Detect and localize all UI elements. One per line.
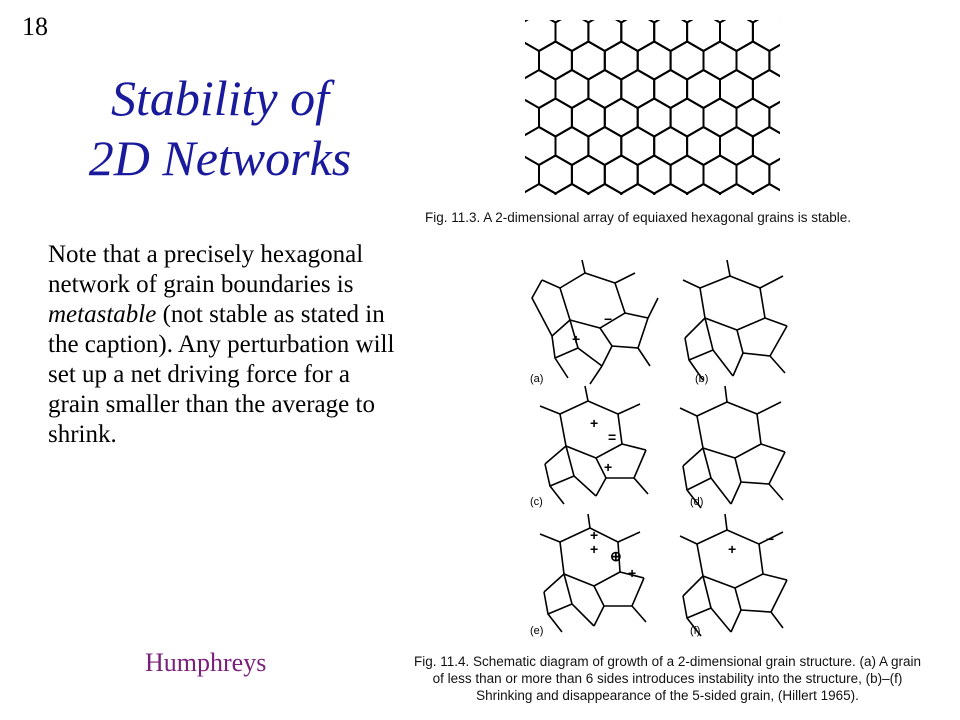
- hex-grain: [556, 184, 589, 195]
- fig-11-3-caption: Fig. 11.3. A 2-dimensional array of equiaxed hexagonal grains is stable.: [425, 210, 852, 225]
- hex-grain: [654, 184, 687, 195]
- hex-grain: [720, 20, 753, 51]
- hex-grain: [525, 70, 556, 108]
- note-text-2: (not stable as stated in the caption). Any perturbation will set up a net driving force for a grain smaller than the average to shrink.: [48, 301, 395, 448]
- hex-grain: [588, 20, 621, 51]
- sign-c-eq: =: [608, 429, 617, 445]
- panel-label-e: (e): [530, 625, 544, 637]
- note-text-1: Note that a precisely hexagonal network of grain boundaries is: [48, 241, 364, 298]
- hex-grain: [753, 70, 780, 108]
- fig-11-4-caption-line-1: Fig. 11.4. Schematic diagram of growth of a 2-dimensional grain structure. (a) A grain: [414, 654, 921, 669]
- hex-grain: [654, 20, 687, 51]
- sign-f-minus: −: [766, 531, 775, 547]
- slide-number: 18: [22, 12, 48, 41]
- fig-11-4-caption: [380, 653, 955, 704]
- panel-label-a: (a): [530, 373, 544, 385]
- hex-grain: [687, 20, 720, 51]
- sign-c-plus1: +: [590, 415, 599, 431]
- sign-e-plus1: +: [590, 527, 599, 543]
- panel-label-f: (f): [690, 625, 701, 637]
- hex-grain: [720, 184, 753, 195]
- title-line-2: 2D Networks: [88, 130, 352, 186]
- panel-d-drawing: [680, 386, 785, 508]
- title-line-1: Stability of: [110, 70, 330, 126]
- grain-growth-panels-figure: [530, 258, 790, 643]
- hex-grain: [753, 127, 780, 165]
- hex-grain: [621, 20, 654, 51]
- sign-a-plus: +: [572, 331, 581, 347]
- credit-humphreys: Humphreys: [145, 648, 267, 677]
- hex-grain: [753, 184, 780, 195]
- slide-title: [30, 68, 410, 188]
- panel-label-c: (c): [530, 496, 543, 508]
- panel-b-drawing: [683, 260, 787, 380]
- sign-c-plus2: +: [604, 459, 613, 475]
- panel-label-d: (d): [690, 496, 704, 508]
- sign-e-circle: ⊕: [610, 548, 622, 564]
- hex-grain: [525, 184, 556, 195]
- hex-grain: [525, 20, 556, 51]
- note-paragraph: [48, 240, 398, 450]
- panel-a-drawing: [532, 260, 658, 384]
- hex-grain: [556, 20, 589, 51]
- fig-11-4-caption-line-3: Shrinking and disappearance of the 5-sided grain, (Hillert 1965).: [476, 688, 859, 703]
- hex-grain: [588, 184, 621, 195]
- hexagonal-grain-array-figure: [525, 20, 780, 195]
- hex-grain: [687, 184, 720, 195]
- sign-f-plus: +: [728, 541, 737, 557]
- hex-grain: [621, 184, 654, 195]
- panel-label-b: (b): [695, 373, 709, 385]
- note-italic-metastable: metastable: [48, 301, 157, 328]
- hex-grain: [525, 127, 556, 165]
- panel-c-drawing: [540, 386, 648, 504]
- sign-a-minus: −: [604, 311, 613, 327]
- sign-e-plus3: +: [628, 565, 637, 581]
- sign-e-plus2: +: [590, 541, 599, 557]
- fig-11-4-caption-line-2: of less than or more than 6 sides introduces instability into the structure, (b)–(f): [432, 671, 903, 686]
